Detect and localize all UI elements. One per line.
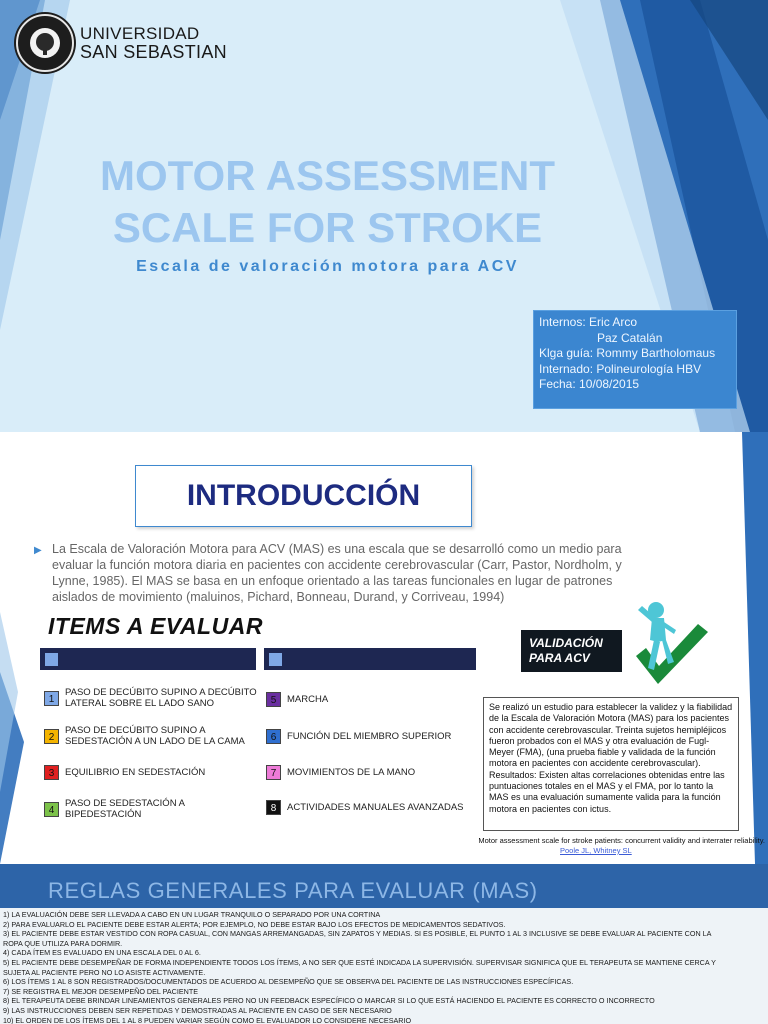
item-2 xyxy=(44,725,259,747)
rule-line: ROPA QUE UTILIZA PARA DORMIR. xyxy=(3,938,123,948)
rule-line: SUJETA AL PACIENTE PERO NO LO ASISTE ACTIVAMENTE. xyxy=(3,967,206,977)
item-number: 6 xyxy=(266,729,281,744)
rules-title: REGLAS GENERALES PARA EVALUAR (MAS) xyxy=(48,878,538,903)
rule-line: 1) LA EVALUACIÓN DEBE SER LLEVADA A CABO EN UN LUGAR TRANQUILO O SEPARADO POR UNA CORTINA xyxy=(3,910,381,919)
title-slide xyxy=(0,0,768,432)
bullet-arrow-icon: ▶ xyxy=(34,545,42,556)
item-8 xyxy=(266,800,476,815)
item-1 xyxy=(44,687,259,709)
rule-line: 3) EL PACIENTE DEBE ESTAR VESTIDO CON ROPA CASUAL, CON MANGAS ARREMANGADAS, SIN ZAPATOS Y MEDIAS. SI ES POSIBLE, EL PUNTO 1 AL 3 INCLUSIVE SE DEBE EVALUAR AL PACIENTE CON LA xyxy=(3,929,712,939)
item-number: 8 xyxy=(266,800,281,815)
item-4 xyxy=(44,798,259,820)
item-6 xyxy=(266,729,476,744)
item-number: 7 xyxy=(266,765,281,780)
person-checkmark-icon xyxy=(628,596,712,692)
item-label: FUNCIÓN DEL MIEMBRO SUPERIOR xyxy=(287,731,452,742)
rule-line: 9) LAS INSTRUCCIONES DEBEN SER REPETIDAS Y DEMOSTRADAS AL PACIENTE EN CASO DE SER NECESARIO xyxy=(3,1005,392,1015)
rule-line: 6) LOS ÍTEMS 1 AL 8 SON REGISTRADOS/DOCUMENTADOS DE ACUERDO AL DESEMPEÑO QUE SE OBSERVA DEL PACIENTE DE LAS INSTRUCCIONES ESPECÍFICAS. xyxy=(3,977,574,987)
item-label: PASO DE DECÚBITO SUPINO A SEDESTACIÓN A UN LADO DE LA CAMA xyxy=(65,725,245,747)
university-name: UNIVERSIDAD SAN SEBASTIAN xyxy=(80,24,227,62)
info-internado: Internado: Polineurología HBV xyxy=(539,361,702,376)
items-header-bar-right xyxy=(264,648,476,670)
rule-line: 8) EL TERAPEUTA DEBE BRINDAR LINEAMIENTOS GENERALES PERO NO UN FEEDBACK ESPECÍFICO O MARCAR SI LO QUE ESTÁ HACIENDO EL PACIENTE ES CORRECTO O INCORRECTO xyxy=(3,996,655,1006)
item-5 xyxy=(266,692,476,707)
item-label: ACTIVIDADES MANUALES AVANZADAS xyxy=(287,802,464,813)
reference-citation: Motor assessment scale for stroke patients: concurrent validity and interrater reliability. xyxy=(478,836,765,845)
info-klga: Klga guía: Rommy Bartholomaus xyxy=(539,346,716,360)
item-number: 4 xyxy=(44,802,59,817)
item-label: PASO DE DECÚBITO SUPINO A DECÚBITO LATERAL SOBRE EL LADO SANO xyxy=(65,687,257,709)
rules-list xyxy=(0,908,768,1024)
info-fecha: Fecha: 10/08/2015 xyxy=(539,377,640,391)
rule-line: 2) PARA EVALUARLO EL PACIENTE DEBE ESTAR ALERTA; POR EJEMPLO, NO DEBE ESTAR BAJO LOS EFECTOS DE MEDICAMENTOS SEDATIVOS. xyxy=(3,919,506,929)
rule-line: 7) SE REGISTRA EL MEJOR DESEMPEÑO DEL PACIENTE xyxy=(3,986,199,996)
items-title: ITEMS A EVALUAR xyxy=(48,613,263,639)
item-3 xyxy=(44,765,259,780)
validation-study-box xyxy=(483,697,739,831)
item-number: 2 xyxy=(44,729,59,744)
introduction-slide xyxy=(0,432,768,864)
rules-slide xyxy=(0,864,768,1024)
item-label: MOVIMIENTOS DE LA MANO xyxy=(287,767,416,778)
item-number: 3 xyxy=(44,765,59,780)
presentation-title: MOTOR ASSESSMENT SCALE FOR STROKE xyxy=(99,152,556,251)
items-header-bar-left xyxy=(40,648,256,670)
study-text: Se realizó un estudio para establecer la validez y la fiabilidad de la Escala de Valoración Motora (MAS) para los pacientes con accidente cerebrovascular. Treinta sujetos hemipléjicos fueron probados con el MAS y otra evaluación de Fugl-Meyer (FMA), (una prueba fiable y validada de la función motora en pacientes con accidente cerebrovascular). xyxy=(489,702,733,769)
item-number: 5 xyxy=(266,692,281,707)
author-info-box xyxy=(533,310,737,409)
university-seal-icon xyxy=(16,14,74,72)
validation-label-box: VALIDACIÓN PARA ACV xyxy=(521,630,622,672)
rule-line: 5) EL PACIENTE DEBE DESEMPEÑAR DE FORMA INDEPENDIENTE TODOS LOS ÍTEMS, A NO SER QUE ESTÉ INDICADA LA SUPERVISIÓN. SUPERVISAR SIGNIFICA QUE EL TERAPEUTA SE MANTIENE CERCA Y xyxy=(3,957,716,967)
rule-line: 4) CADA ÍTEM ES EVALUADO EN UNA ESCALA DEL 0 AL 6. xyxy=(3,948,201,958)
introduction-heading-box xyxy=(135,465,472,527)
introduction-paragraph: La Escala de Valoración Motora para ACV (MAS) es una escala que se desarrolló como un medio para evaluar la función motora diaria en pacientes con accidente cerebrovascular (Carr, Pastor, Nordholm, y Lynne, 1985). El MAS se basa en un enfoque orientado a las tareas funcionales en lugar de patrones aislados de movimiento (maluinos, Pichard, Bonneau, Durand, y Corriveau, 1994) xyxy=(52,542,622,604)
presentation-subtitle: Escala de valoración motora para ACV xyxy=(136,258,519,275)
item-label: MARCHA xyxy=(287,694,329,705)
item-label: PASO DE SEDESTACIÓN A BIPEDESTACIÓN xyxy=(65,798,185,820)
info-interno2: Paz Catalán xyxy=(597,330,663,345)
introduction-heading: INTRODUCCIÓN xyxy=(186,479,421,512)
item-label: EQUILIBRIO EN SEDESTACIÓN xyxy=(65,767,206,778)
info-internos: Internos: Eric Arco xyxy=(539,315,638,329)
reference-author-links[interactable]: Poole JL, Whitney SL xyxy=(560,846,632,855)
item-7 xyxy=(266,765,476,780)
item-number: 1 xyxy=(44,691,59,706)
rule-line: 10) EL ORDEN DE LOS ÍTEMS DEL 1 AL 8 PUEDEN VARIAR SEGÚN COMO EL EVALUADOR LO CONSIDERE NECESARIO xyxy=(3,1015,412,1024)
study-results: Resultados: Existen altas correlaciones obtenidas entre las puntuaciones totales en el MAS y el FMA, por lo tanto la MAS es una evaluación sumamente valida para la función motora en pacientes con ictus. xyxy=(489,769,725,814)
